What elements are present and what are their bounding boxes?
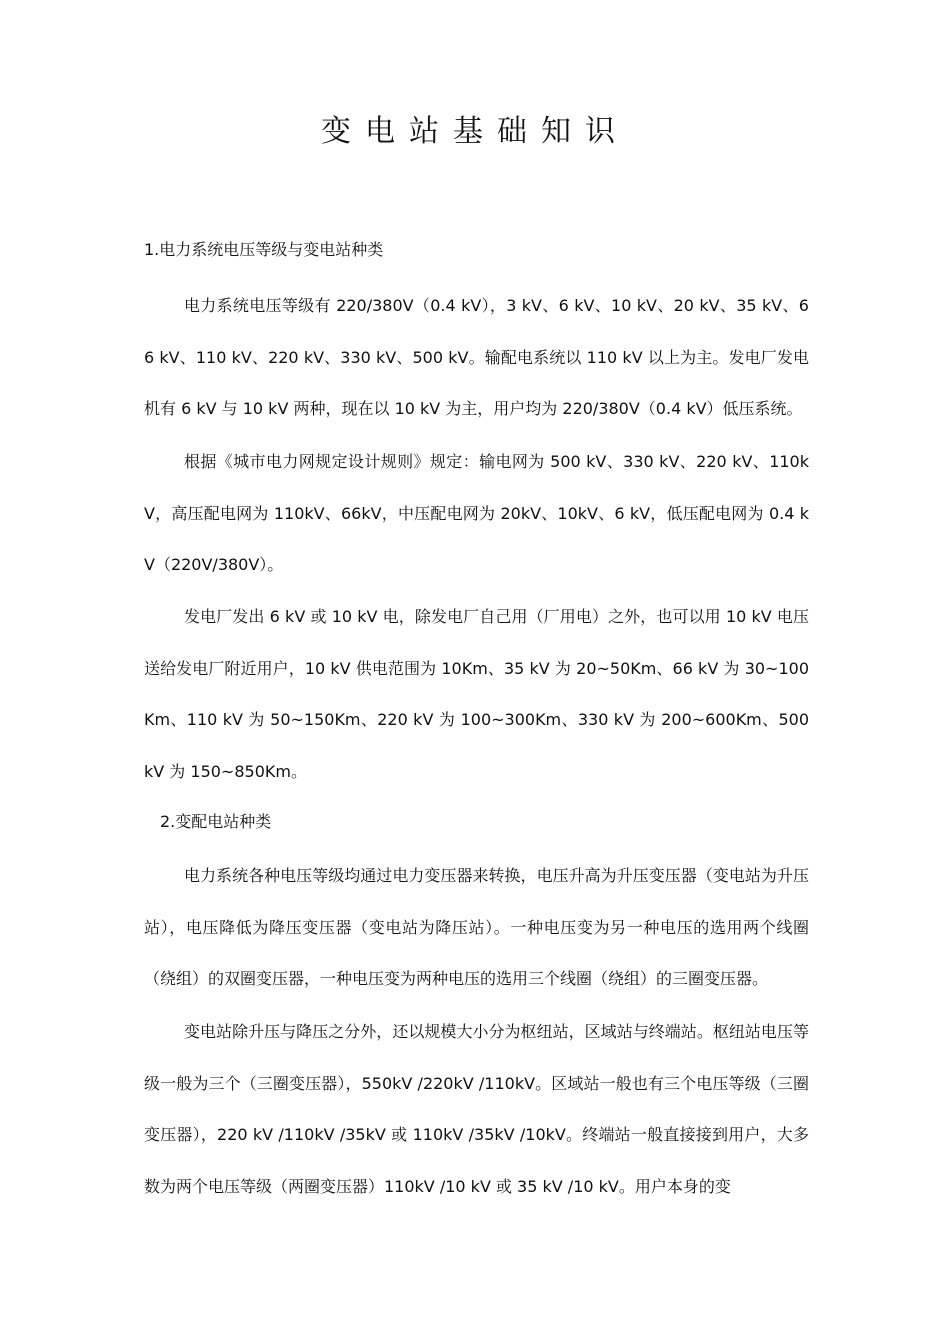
paragraph-substation-classes: 变电站除升压与降压之分外，还以规模大小分为枢纽站，区域站与终端站。枢纽站电压等级一般为三个（三圈变压器），550kV /220kV /110kV。区域站一般也有三个电压等级（三圈变压器），220 kV /110kV /35kV 或 110kV /35kV /10kV。终端站一般直接接到用户，大多数为两个电压等级（两圈变压器）110kV /10 kV 或 35 kV /10 kV。用户本身的变	[144, 1022, 809, 1196]
paragraph-supply-range: 发电厂发出 6 kV 或 10 kV 电，除发电厂自己用（厂用电）之外，也可以用 10 kV 电压送给发电厂附近用户，10 kV 供电范围为 10Km、35 kV 为 20~50Km、66 kV 为 30~100Km、110 kV 为 50~150Km、220 kV 为 100~300Km、330 kV 为 200~600Km、500 kV 为 150~850Km。	[144, 607, 809, 781]
paragraph-voltage-levels: 电力系统电压等级有 220/380V（0.4 kV），3 kV、6 kV、10 kV、20 kV、35 kV、66 kV、110 kV、220 kV、330 kV、500 kV。输配电系统以 110 kV 以上为主。发电厂发电机有 6 kV 与 10 kV 两种，现在以 10 kV 为主，用户均为 220/380V（0.4 kV）低压系统。	[144, 296, 809, 418]
paragraph-transformer-types: 电力系统各种电压等级均通过电力变压器来转换，电压升高为升压变压器（变电站为升压站），电压降低为降压变压器（变电站为降压站）。一种电压变为另一种电压的选用两个线圈（绕组）的双圈变压器，一种电压变为两种电压的选用三个线圈（绕组）的三圈变压器。	[144, 866, 809, 988]
section-heading-2: 2.变配电站种类	[160, 812, 272, 831]
document-title: 变电站基础知识	[321, 114, 629, 149]
section-heading-1: 1.电力系统电压等级与变电站种类	[144, 240, 384, 259]
paragraph-grid-regulations: 根据《城市电力网规定设计规则》规定：输电网为 500 kV、330 kV、220 kV、110kV，高压配电网为 110kV、66kV，中压配电网为 20kV、10kV、6 kV，低压配电网为 0.4 kV（220V/380V）。	[144, 452, 809, 574]
